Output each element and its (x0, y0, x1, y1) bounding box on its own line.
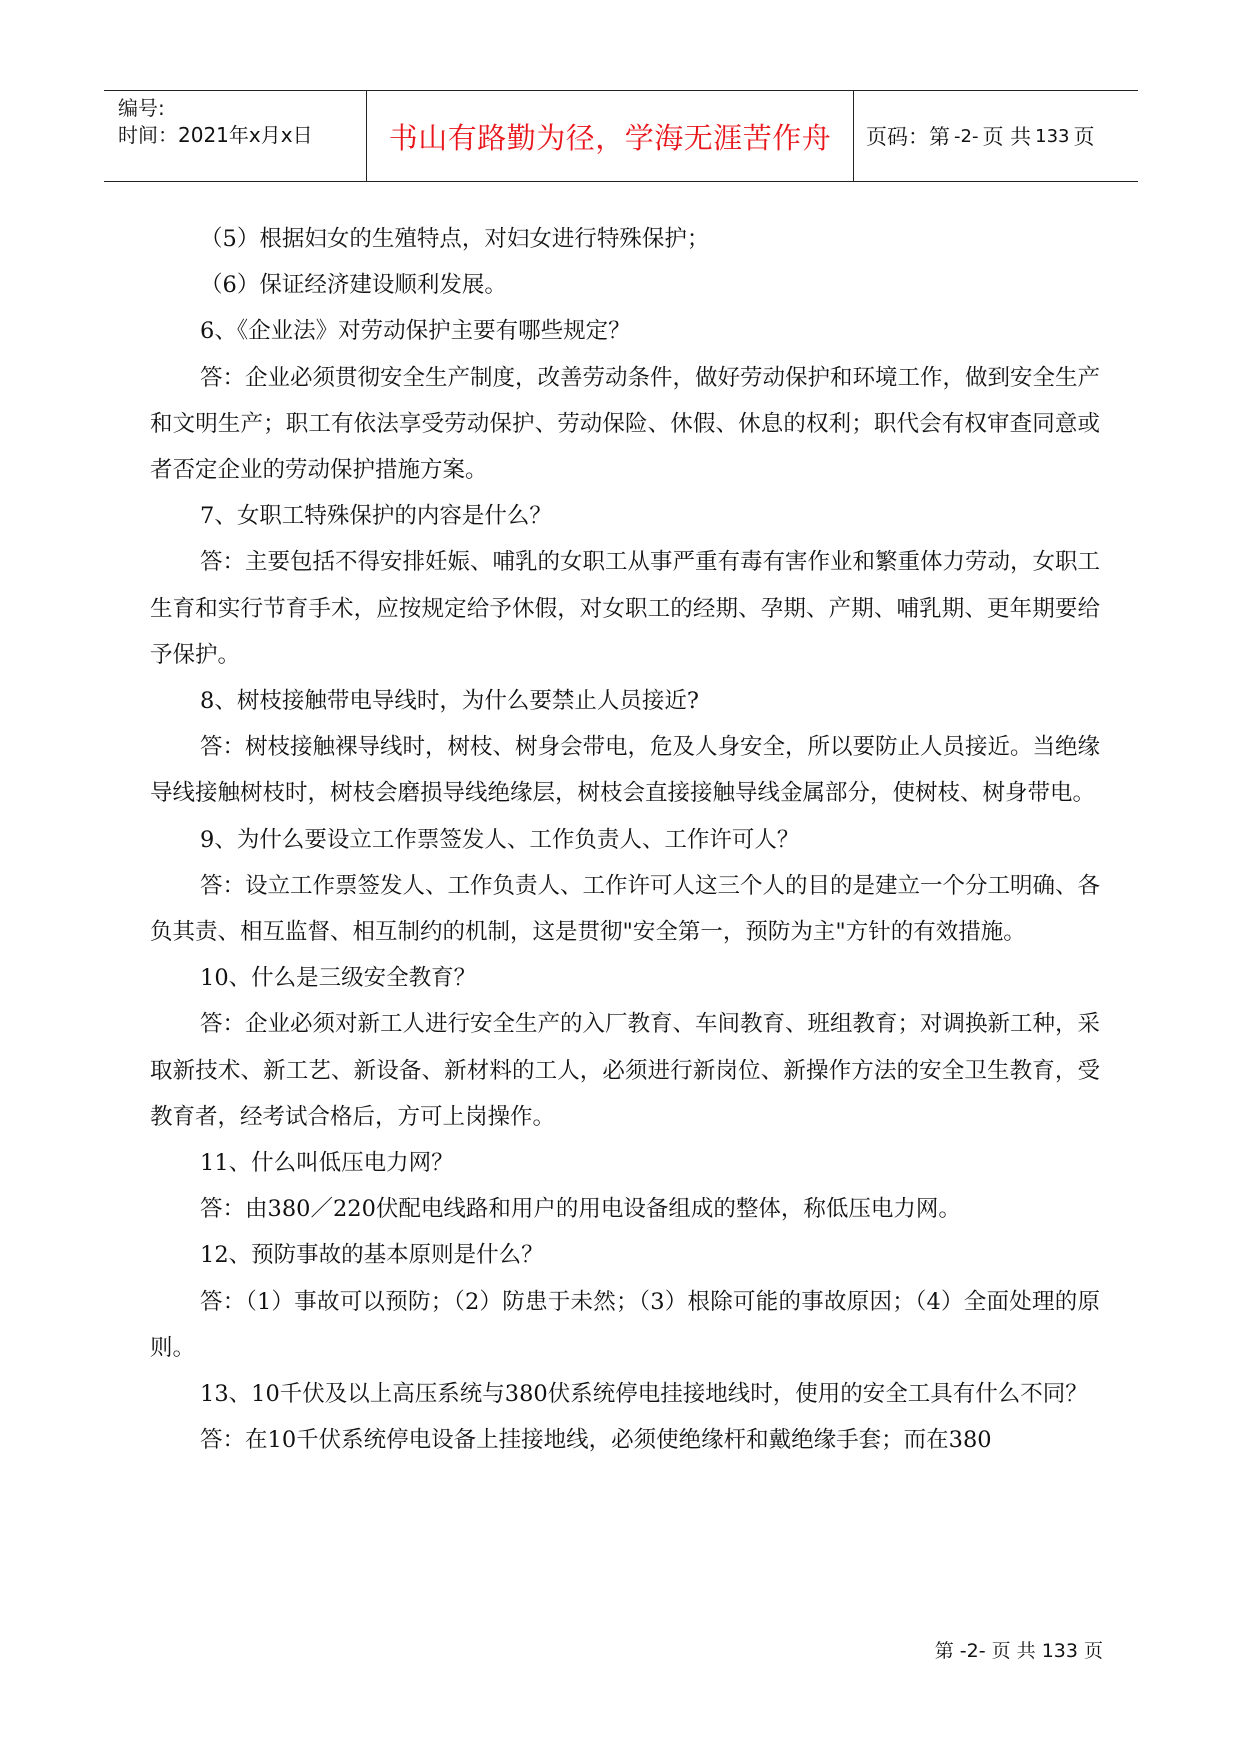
header-page-info (854, 91, 1138, 181)
page-end: 页 (1073, 125, 1095, 149)
page-prefix: 页码：第 (866, 125, 950, 149)
header-meta (104, 91, 366, 181)
motto-text: 书山有路勤为径，学海无涯苦作舟 (388, 120, 832, 155)
answer: 答：设立工作票签发人、工作负责人、工作许可人这三个人的目的是建立一个分工明确、各负其责、相互监督、相互制约的机制，这是贯彻"安全第一，预防为主"方针的有效措施。 (150, 872, 1101, 946)
page-header (104, 90, 1138, 182)
paragraph: （5）根据妇女的生殖特点，对妇女进行特殊保护； (200, 226, 710, 252)
time-label: 时间：2021年x月x日 (118, 123, 313, 147)
page-footer (935, 1636, 1103, 1663)
question: 8、树枝接触带电导线时，为什么要禁止人员接近? (200, 688, 699, 715)
question: 12、预防事故的基本原则是什么？ (200, 1242, 544, 1269)
header-motto (366, 91, 854, 181)
answer: 答：树枝接触裸导线时，树枝、树身会带电，危及人身安全，所以要防止人员接近。当绝缘导线接触树枝时，树枝会磨损导线绝缘层，树枝会直接接触导线金属部分，使树枝、树身带电。 (150, 734, 1101, 807)
answer: 答：企业必须贯彻安全生产制度，改善劳动条件，做好劳动保护和环境工作，做到安全生产和文明生产；职工有依法享受劳动保护、劳动保险、休假、休息的权利；职代会有权审查同意或者否定企业的劳动保护措施方案。 (150, 364, 1101, 484)
question: 11、什么叫低压电力网？ (200, 1150, 454, 1177)
question: 9、为什么要设立工作票签发人、工作负责人、工作许可人？ (200, 826, 800, 853)
paragraph: （6）保证经济建设顺利发展。 (200, 272, 507, 299)
page-suffix: 页 共 (982, 125, 1032, 149)
answer: 答：在10千伏系统停电设备上挂接地线，必须使绝缘杆和戴绝缘手套；而在380 (200, 1427, 992, 1454)
footer-page-text: 第 -2- 页 共 133 页 (934, 1640, 1103, 1662)
answer: 答：企业必须对新工人进行安全生产的入厂教育、车间教育、班组教育；对调换新工种，采取新技术、新工艺、新设备、新材料的工人，必须进行新岗位、新操作方法的安全卫生教育，受教育者，经考试合格后，方可上岗操作。 (150, 1011, 1101, 1130)
question: 13、10千伏及以上高压系统与380伏系统停电挂接地线时，使用的安全工具有什么不同？ (200, 1381, 1088, 1408)
answer: 答：（1）事故可以预防；（2）防患于未然；（3）根除可能的事故原因；（4）全面处理的原则。 (150, 1288, 1100, 1361)
question: 10、什么是三级安全教育？ (200, 965, 477, 992)
question: 7、女职工特殊保护的内容是什么？ (200, 503, 552, 530)
question: 6、《企业法》对劳动保护主要有哪些规定？ (200, 318, 631, 345)
number-label: 编号: (118, 96, 165, 120)
page-total: 133 (1035, 125, 1070, 147)
document-body (150, 216, 1100, 1463)
answer: 答：主要包括不得安排妊娠、哺乳的女职工从事严重有毒有害作业和繁重体力劳动，女职工生育和实行节育手术，应按规定给予休假，对女职工的经期、孕期、产期、哺乳期、更年期要给予保护。 (150, 549, 1101, 668)
page-number: -2- (954, 125, 979, 147)
answer: 答：由380／220伏配电线路和用户的用电设备组成的整体，称低压电力网。 (200, 1196, 961, 1223)
